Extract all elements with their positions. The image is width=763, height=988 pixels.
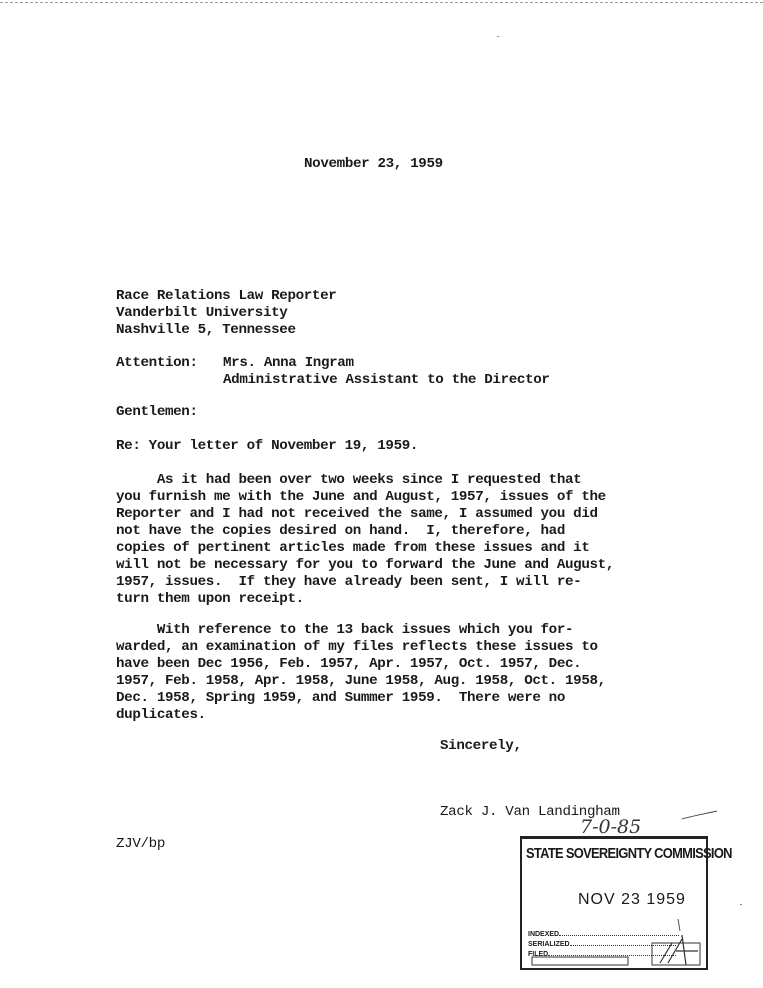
- attention-title: Administrative Assistant to the Director: [223, 372, 550, 388]
- stamp-handwritten-checkmarks: [522, 839, 732, 968]
- paragraph-line: turn them upon receipt.: [116, 591, 304, 607]
- paragraph-line: have been Dec 1956, Feb. 1957, Apr. 1957, Oct. 1957, Dec.: [116, 656, 582, 672]
- stamp-date: NOV 23 1959: [578, 891, 686, 908]
- re-line: Re: Your letter of November 19, 1959.: [116, 438, 419, 454]
- paragraph-line: not have the copies desired on hand. I, therefore, had: [116, 523, 566, 539]
- paragraph-line: duplicates.: [116, 707, 206, 723]
- signer-name: Zack J. Van Landingham: [440, 804, 620, 820]
- closing: Sincerely,: [440, 738, 522, 754]
- paragraph-line: As it had been over two weeks since I requested that: [116, 472, 582, 488]
- paragraph-line: will not be necessary for you to forward the June and August,: [116, 557, 614, 573]
- handwritten-file-number: 7-0-85: [580, 816, 642, 838]
- state-sovereignty-stamp: [520, 836, 732, 970]
- page-top-edge: [0, 2, 763, 3]
- paragraph-line: copies of pertinent articles made from these issues and it: [116, 540, 590, 556]
- attention-label: Attention:: [116, 355, 198, 371]
- scan-speck: [497, 36, 499, 37]
- recipient-line: Vanderbilt University: [116, 305, 288, 321]
- stamp-row-label: INDEXED: [528, 931, 560, 938]
- stamp-title: STATE SOVEREIGNTY COMMISSION: [526, 845, 732, 862]
- paragraph-line: Reporter and I had not received the same, I assumed you did: [116, 506, 598, 522]
- paragraph-line: Dec. 1958, Spring 1959, and Summer 1959. There were no: [116, 690, 566, 706]
- paragraph-line: With reference to the 13 back issues which you for-: [116, 622, 574, 638]
- salutation: Gentlemen:: [116, 404, 198, 420]
- typist-initials: ZJV/bp: [116, 836, 165, 852]
- recipient-line: Race Relations Law Reporter: [116, 288, 337, 304]
- stamp-row-label: SERIALIZED: [528, 941, 570, 948]
- attention-name: Mrs. Anna Ingram: [223, 355, 354, 371]
- paragraph-line: warded, an examination of my files reflects these issues to: [116, 639, 598, 655]
- scan-speck: [740, 904, 742, 905]
- paragraph-line: 1957, issues. If they have already been sent, I will re-: [116, 574, 582, 590]
- letter-date: November 23, 1959: [304, 156, 443, 172]
- stamp-row-label: FILED: [528, 951, 549, 958]
- paragraph-line: you furnish me with the June and August, 1957, issues of the: [116, 489, 606, 505]
- pen-stroke-mark: [680, 808, 720, 822]
- recipient-line: Nashville 5, Tennessee: [116, 322, 296, 338]
- paragraph-line: 1957, Feb. 1958, Apr. 1958, June 1958, Aug. 1958, Oct. 1958,: [116, 673, 606, 689]
